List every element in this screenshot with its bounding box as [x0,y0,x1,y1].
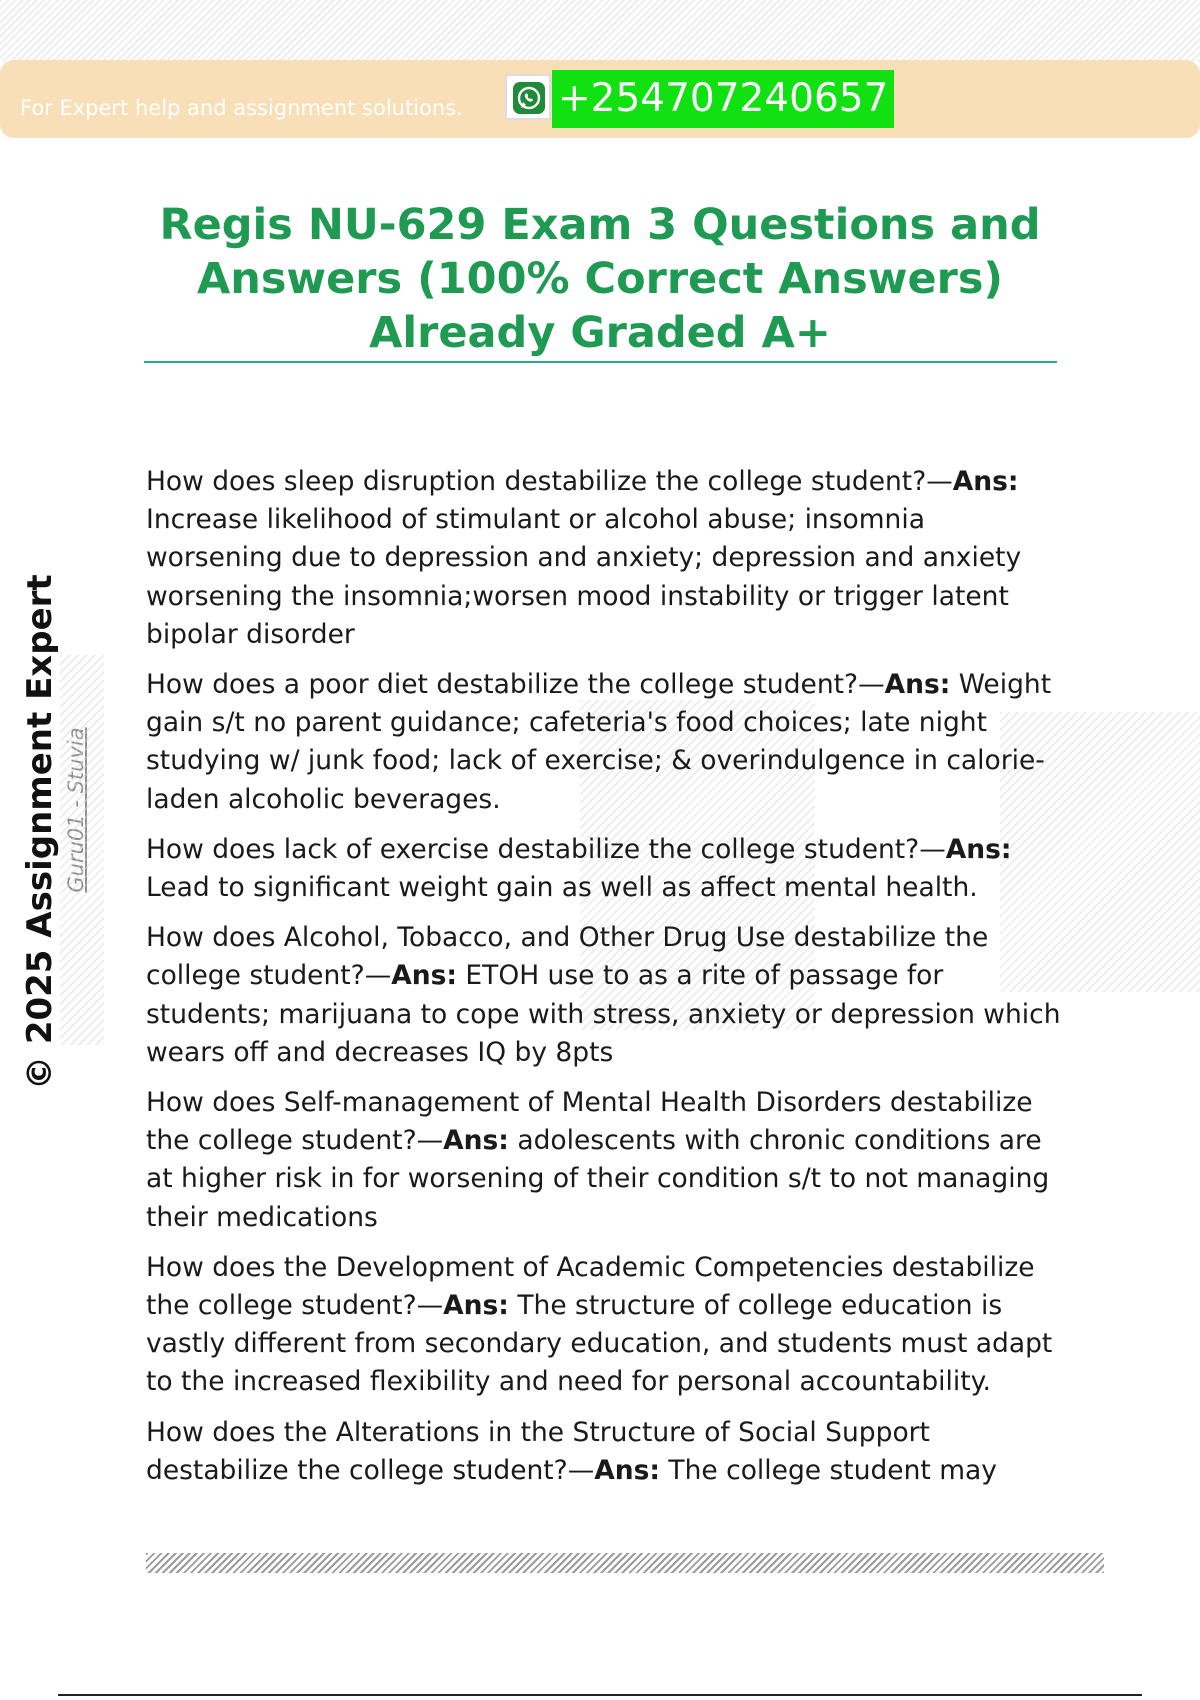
document-title: Regis NU-629 Exam 3 Questions and Answers (100% Correct Answers) Already Graded A+ [159,200,1041,358]
ans-label: Ans: [952,466,1019,497]
answer: adolescents with chronic conditions are at higher risk in for worsening of their condition s/t to not managing their medications [146,1125,1050,1233]
qa-item [146,1084,1066,1237]
qa-item [146,1249,1066,1402]
title-divider [144,361,1057,363]
answer: The structure of college education is vastly different from secondary education, and students must adapt to the increased flexibility and need for personal accountability. [146,1290,1053,1398]
ans-label: Ans: [443,1125,509,1157]
question: How does a poor diet destabilize the college student?— [146,669,885,701]
qa-item [146,1414,1066,1490]
question: How does the Development of Academic Competencies destabilize the college student?— [146,1251,1035,1322]
answer: ETOH use to as a rite of passage for students; marijuana to cope with stress, anxiety or depression which wears off and decreases IQ by 8pts [146,960,1061,1068]
question: How does sleep disruption destabilize the college student?— [146,466,953,497]
answer: Increase likelihood of stimulant or alcohol abuse; insomnia worsening due to depression and anxiety; depression and anxiety worsening the insomnia;worsen mood instability or trigger latent bipolar disorder [146,504,1022,650]
copyright-sidebar: © 2025 Assignment Expert [20,574,60,1090]
ans-label: Ans: [594,1454,660,1486]
ans-label: Ans: [443,1290,509,1322]
watermark-label: Guru01 - Stuvia [64,727,88,893]
ans-label: Ans: [945,833,1012,865]
banner-text: For Expert help and assignment solutions. [20,96,463,120]
top-watermark-band [0,0,1200,62]
qa-list [146,463,1066,1502]
question: How does Alcohol, Tobacco, and Other Drug Use destabilize the college student?— [146,922,989,992]
answer: Weight gain s/t no parent guidance; cafeteria's food choices; late night studying w/ junk food; lack of exercise; & overindulgence in calorie-laden alcoholic beverages. [146,669,1052,815]
answer: Lead to significant weight gain as well as affect mental health. [146,872,978,904]
question: How does the Alterations in the Structure of Social Support destabilize the college student?— [146,1416,930,1486]
ans-label: Ans: [391,960,457,992]
qa-item [146,666,1066,819]
footer-divider [58,1694,1142,1696]
answer: The college student may [660,1454,997,1486]
question: How does Self-management of Mental Health Disorders destabilize the college student?— [146,1087,1033,1157]
phone-number[interactable]: +254707240657 [552,70,894,128]
bottom-watermark-band [146,1553,1104,1573]
question: How does lack of exercise destabilize the college student?— [146,833,946,865]
watermark-pattern [60,655,104,1045]
qa-item [146,919,1066,1072]
qa-item [146,463,1066,654]
qa-item [146,831,1066,907]
ans-label: Ans: [884,669,951,701]
whatsapp-icon [505,74,551,120]
